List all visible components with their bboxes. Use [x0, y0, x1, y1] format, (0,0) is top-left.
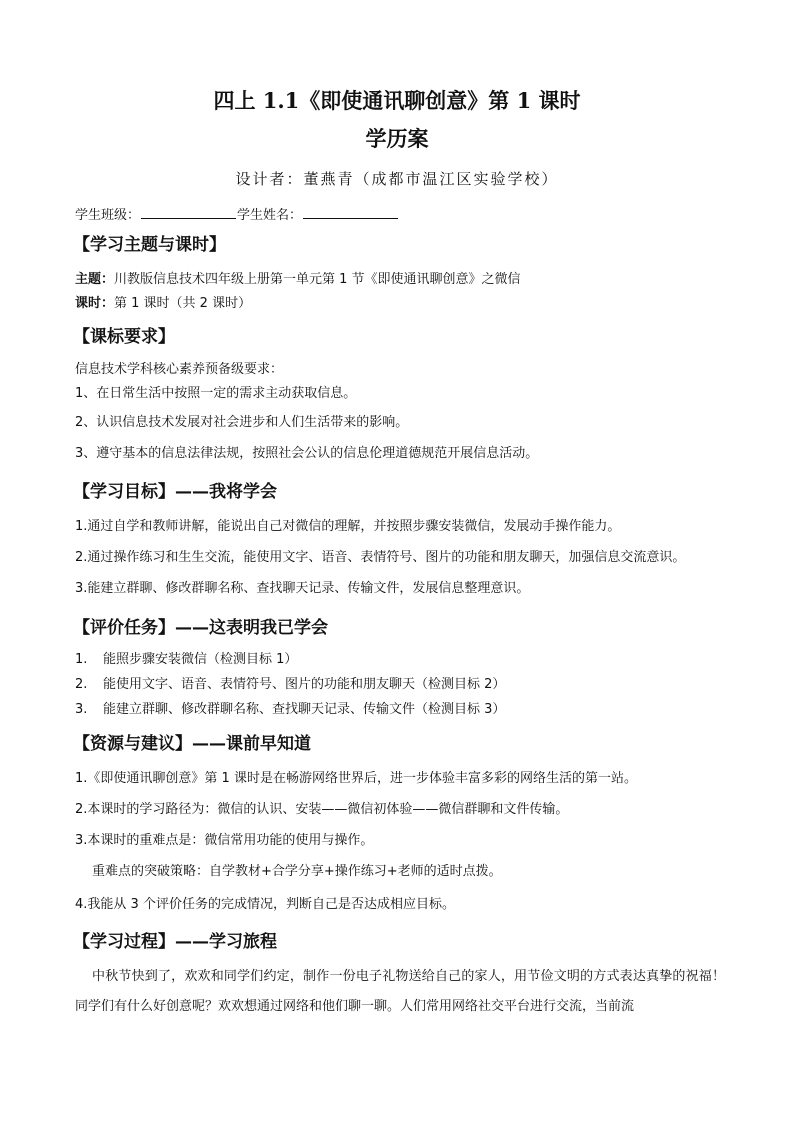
standard-item: 2、认识信息技术发展对社会进步和人们生活带来的影响。 — [75, 415, 409, 430]
period-label: 课时： — [75, 296, 115, 311]
class-label: 学生班级： — [75, 208, 141, 223]
goal-item: 3.能建立群聊、修改群聊名称、查找聊天记录、传输文件，发展信息整理意识。 — [75, 581, 530, 596]
period-text: 第 1 课时（共 2 课时） — [114, 296, 252, 311]
task-text: 能使用文字、语音、表情符号、图片的功能和朋友聊天（检测目标 2） — [103, 677, 506, 692]
task-item — [75, 676, 725, 694]
section-heading-standard: 【课标要求】 — [73, 327, 175, 347]
process-paragraph: 中秋节快到了，欢欢和同学们约定，制作一份电子礼物送给自己的家人，用节俭文明的方式表达真挚的祝福！同学们有什么好创意呢？欢欢想通过网络和他们聊一聊。人们常用网络社交平台进行交流，当前流 — [75, 969, 725, 1014]
resource-item: 2.本课时的学习路径为：微信的认识、安装——微信初体验——微信群聊和文件传输。 — [75, 802, 569, 817]
task-item — [75, 701, 725, 719]
task-item — [75, 651, 725, 669]
section-heading-process: 【学习过程】——学习旅程 — [73, 932, 277, 952]
student-info-line — [75, 204, 725, 225]
resource-item: 重难点的突破策略：自学教材+合学分享+操作练习+老师的适时点拨。 — [92, 864, 502, 879]
document-subtitle: 学历案 — [365, 126, 429, 151]
subject-label: 主题： — [75, 272, 115, 287]
section-heading-resources: 【资源与建议】——课前早知道 — [73, 734, 311, 754]
goal-item: 1.通过自学和教师讲解，能说出自己对微信的理解，并按照步骤安装微信，发展动手操作能力。 — [75, 519, 621, 534]
standard-item: 1、在日常生活中按照一定的需求主动获取信息。 — [75, 386, 357, 401]
subject-text: 川教版信息技术四年级上册第一单元第 1 节《即使通讯聊创意》之微信 — [114, 272, 521, 287]
topic-period-line — [75, 295, 725, 313]
topic-subject-line — [75, 271, 725, 289]
task-text: 能建立群聊、修改群聊名称、查找聊天记录、传输文件（检测目标 3） — [103, 702, 506, 717]
resource-item: 3.本课时的重难点是：微信常用功能的使用与操作。 — [75, 833, 374, 848]
task-number: 2. — [75, 677, 88, 692]
task-text: 能照步骤安装微信（检测目标 1） — [103, 652, 298, 667]
document-title: 四上 1.1《即使通讯聊创意》第 1 课时 — [213, 88, 581, 113]
standard-item: 3、遵守基本的信息法律法规，按照社会公认的信息伦理道德规范开展信息活动。 — [75, 446, 539, 461]
class-blank — [141, 204, 236, 219]
section-heading-topic: 【学习主题与课时】 — [73, 235, 226, 255]
name-blank — [303, 204, 398, 219]
resource-item: 1.《即使通讯聊创意》第 1 课时是在畅游网络世界后，进一步体验丰富多彩的网络生活的第一站。 — [75, 771, 637, 786]
task-number: 3. — [75, 702, 88, 717]
section-heading-goals: 【学习目标】——我将学会 — [73, 482, 277, 502]
standard-intro: 信息技术学科核心素养预备级要求： — [75, 362, 284, 377]
task-number: 1. — [75, 652, 88, 667]
section-heading-tasks: 【评价任务】——这表明我已学会 — [73, 618, 328, 638]
name-label: 学生姓名： — [237, 208, 303, 223]
goal-item: 2.通过操作练习和生生交流，能使用文字、语音、表情符号、图片的功能和朋友聊天，加强信息交流意识。 — [75, 550, 686, 565]
designer-line: 设计者：董燕青（成都市温江区实验学校） — [235, 170, 559, 188]
resource-item: 4.我能从 3 个评价任务的完成情况，判断自己是否达成相应目标。 — [75, 897, 455, 912]
